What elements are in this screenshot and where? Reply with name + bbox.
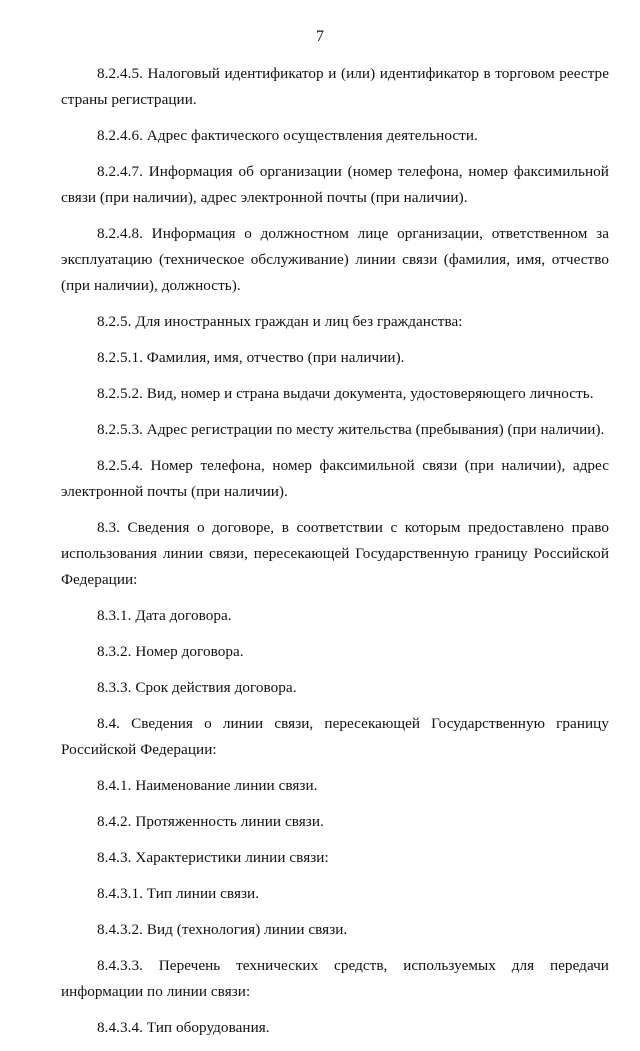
- paragraph-8-4-2: 8.4.2. Протяженность линии связи.: [97, 813, 324, 830]
- page-number: 7: [316, 28, 324, 45]
- paragraph-8-3-1: 8.3.1. Дата договора.: [97, 607, 232, 624]
- paragraph-8-4-1: 8.4.1. Наименование линии связи.: [97, 777, 318, 794]
- paragraph-8-2-4-6: 8.2.4.6. Адрес фактического осуществления деятельности.: [97, 127, 478, 144]
- paragraph-8-2-5-1: 8.2.5.1. Фамилия, имя, отчество (при наличии).: [97, 349, 405, 366]
- paragraph-8-4-3-3: 8.4.3.3. Перечень технических средств, используемых для передачи информации по линии связи:: [61, 957, 609, 1000]
- paragraph-8-2-4-5: 8.2.4.5. Налоговый идентификатор и (или) идентификатор в торговом реестре страны регистрации.: [61, 65, 609, 108]
- paragraph-8-2-5: 8.2.5. Для иностранных граждан и лиц без гражданства:: [97, 313, 463, 330]
- paragraph-8-4-3-4: 8.4.3.4. Тип оборудования.: [97, 1019, 270, 1036]
- paragraph-8-2-5-2: 8.2.5.2. Вид, номер и страна выдачи документа, удостоверяющего личность.: [97, 385, 594, 402]
- paragraph-8-4-3-1: 8.4.3.1. Тип линии связи.: [97, 885, 260, 902]
- paragraph-8-4-3: 8.4.3. Характеристики линии связи:: [97, 849, 329, 866]
- paragraph-8-3-2: 8.3.2. Номер договора.: [97, 643, 244, 660]
- paragraph-8-3: 8.3. Сведения о договоре, в соответствии с которым предоставлено право использования линии связи, пересекающей Государственную границу Российской Федерации:: [61, 519, 609, 588]
- paragraph-8-4-3-2: 8.4.3.2. Вид (технология) линии связи.: [97, 921, 348, 938]
- paragraph-8-3-3: 8.3.3. Срок действия договора.: [97, 679, 297, 696]
- paragraph-8-2-5-4: 8.2.5.4. Номер телефона, номер факсимильной связи (при наличии), адрес электронной почты (при наличии).: [61, 457, 609, 500]
- paragraph-8-2-5-3: 8.2.5.3. Адрес регистрации по месту жительства (пребывания) (при наличии).: [97, 421, 605, 438]
- paragraph-8-4: 8.4. Сведения о линии связи, пересекающей Государственную границу Российской Федерации:: [61, 715, 609, 758]
- paragraph-8-2-4-7: 8.2.4.7. Информация об организации (номер телефона, номер факсимильной связи (при наличии), адрес электронной почты (при наличии).: [61, 163, 609, 206]
- document-body: [61, 61, 609, 1051]
- paragraph-8-2-4-8: 8.2.4.8. Информация о должностном лице организации, ответственном за эксплуатацию (техническое обслуживание) линии связи (фамилия, имя, отчество (при наличии), должность).: [61, 225, 609, 294]
